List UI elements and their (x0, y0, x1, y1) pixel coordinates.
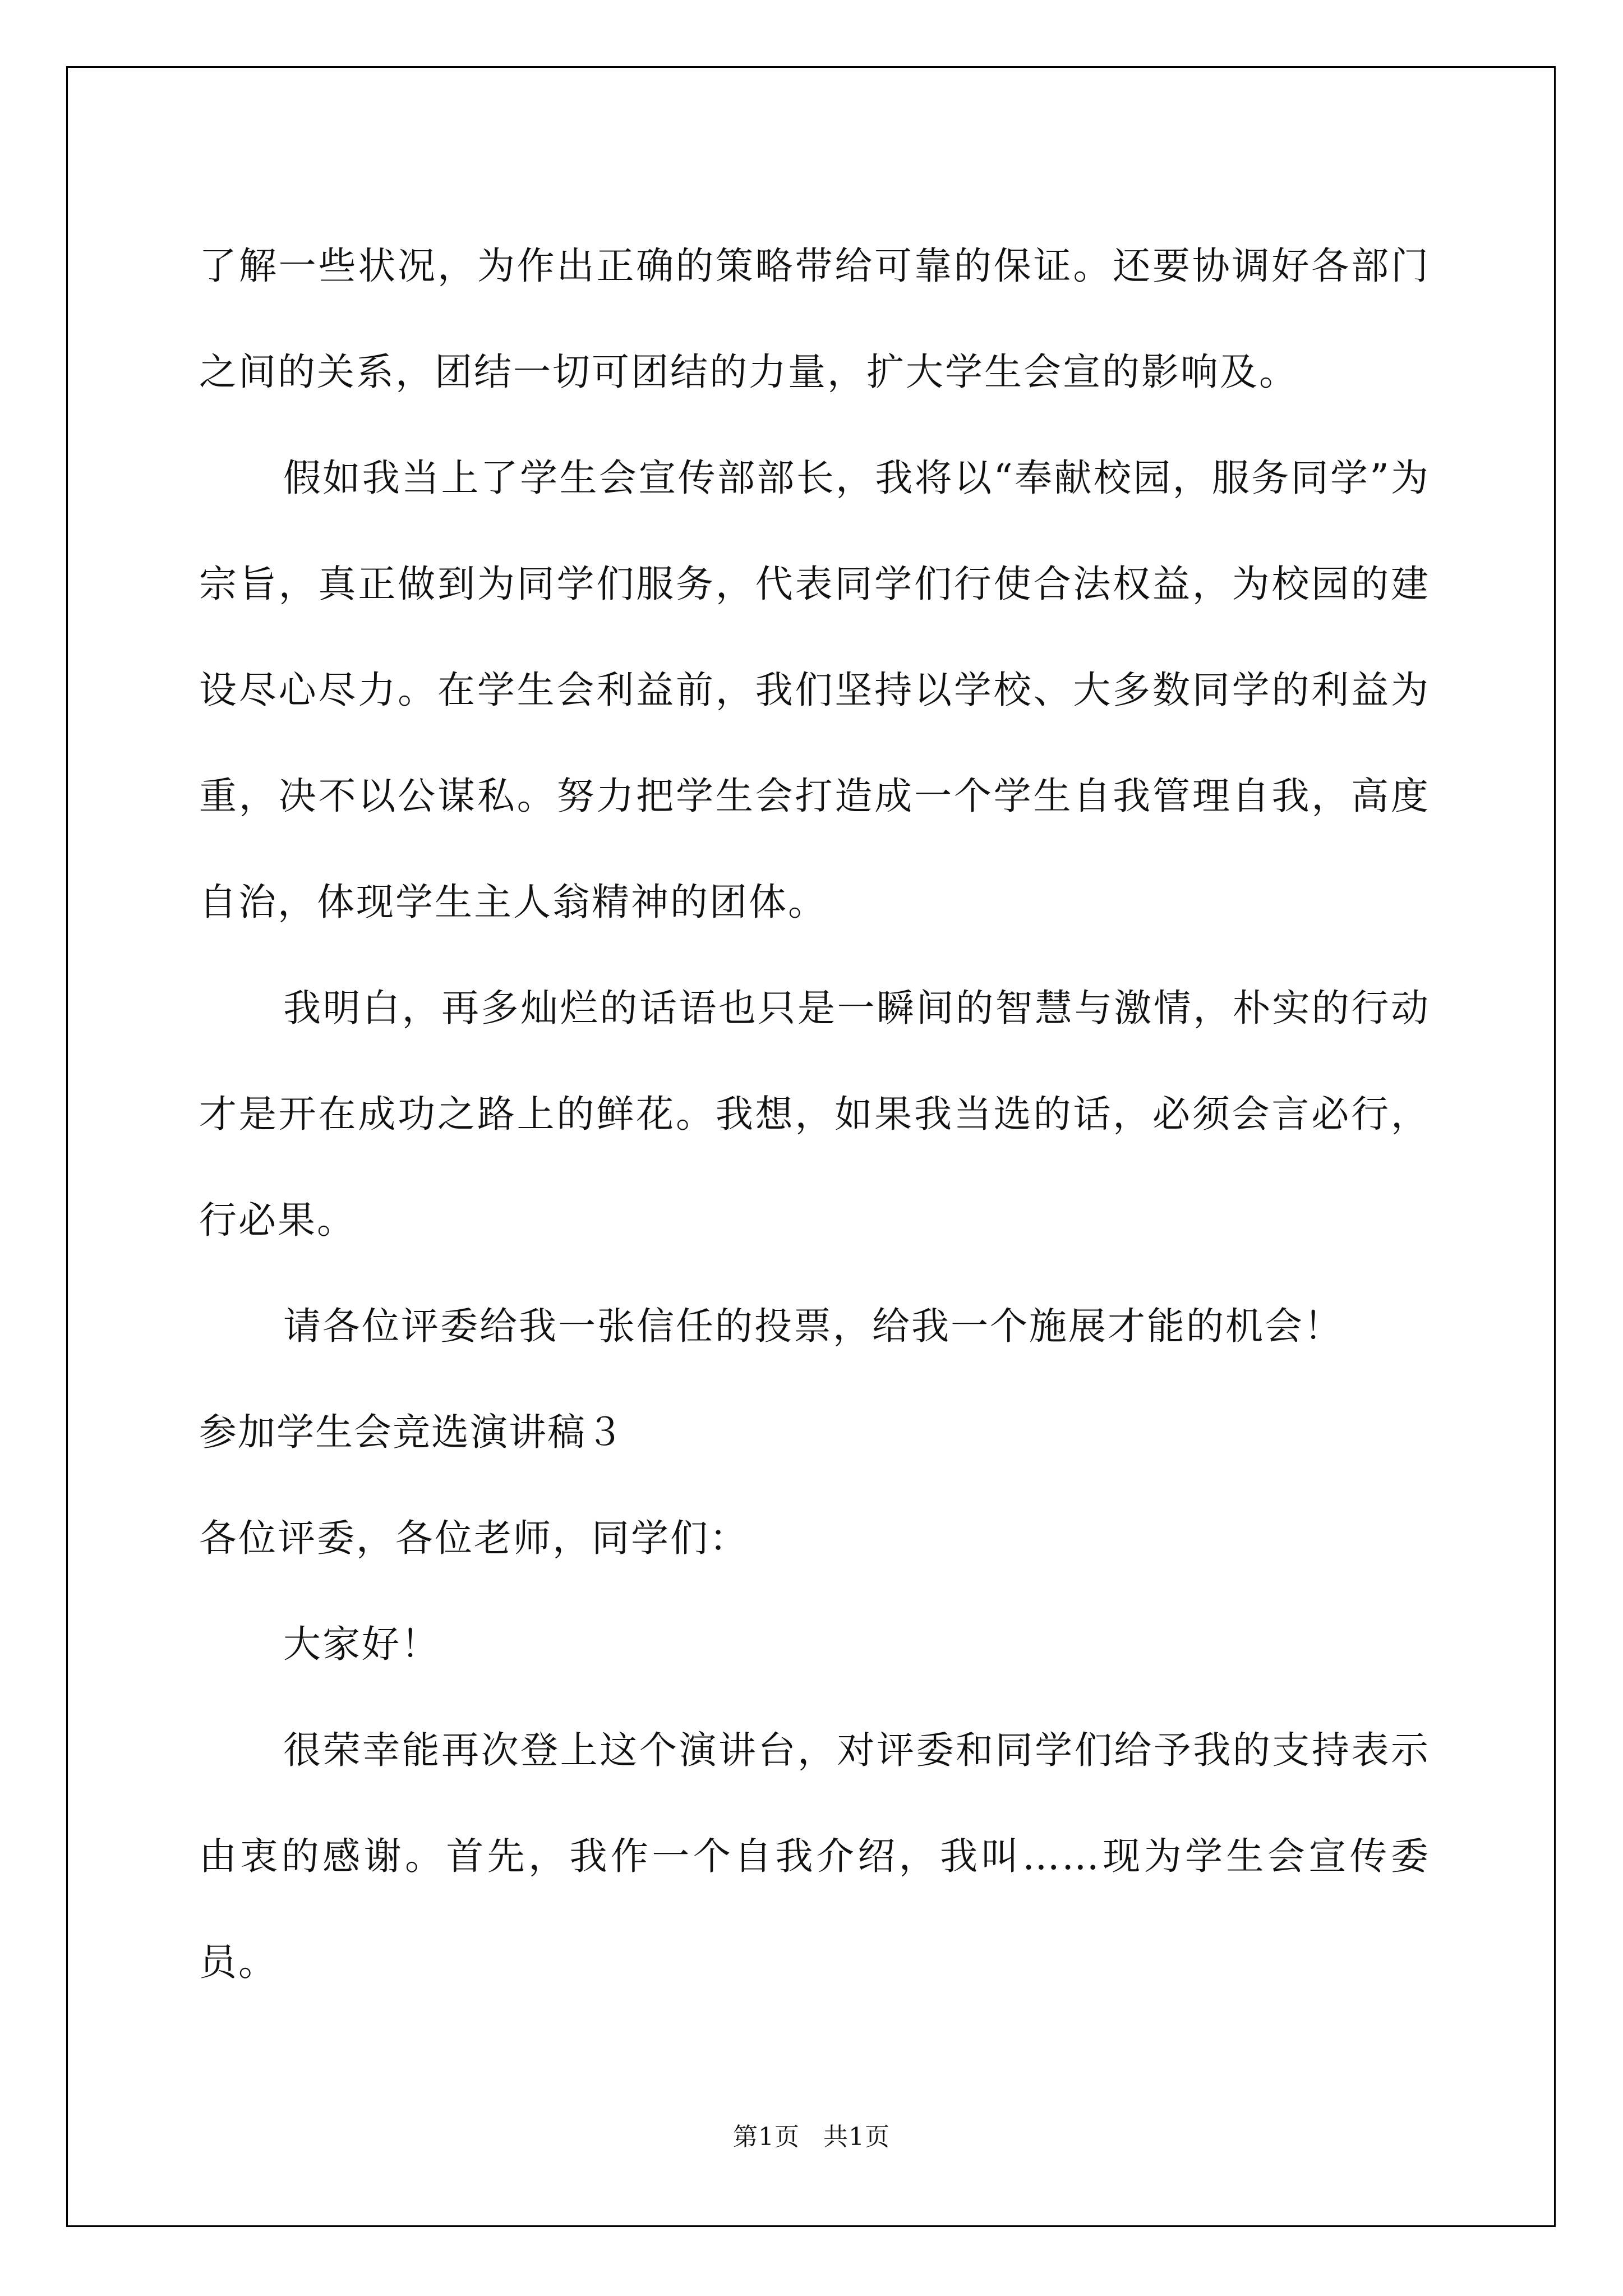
salutation: 各位评委，各位老师，同学们： (199, 1516, 749, 1560)
paragraph-1: 了解一些状况，为作出正确的策略带给可靠的保证。还要协调好各部门之间的关系，团结一切可团结的力量，扩大学生会宣的影响及。 (199, 244, 1430, 394)
paragraph-3: 我明白，再多灿烂的话语也只是一瞬间的智慧与激情，朴实的行动才是开在成功之路上的鲜花。我想，如果我当选的话，必须会言必行，行必果。 (199, 986, 1430, 1242)
page-total: 共1页 (823, 2123, 890, 2151)
greeting: 大家好！ (283, 1622, 440, 1666)
paragraph-2: 假如我当上了学生会宣传部部长，我将以“奉献校园，服务同学”为宗旨，真正做到为同学们服务，代表同学们行使合法权益，为校园的建设尽心尽力。在学生会利益前，我们坚持以学校、大多数同学的利益为重，决不以公谋私。努力把学生会打造成一个学生自我管理自我，高度自治，体现学生主人翁精神的团体。 (199, 456, 1430, 924)
document-body (199, 213, 1430, 2016)
page-footer (0, 2120, 1623, 2154)
paragraph-4: 请各位评委给我一张信任的投票，给我一个施展才能的机会！ (283, 1304, 1343, 1348)
section-heading: 参加学生会竞选演讲稿３ (199, 1410, 625, 1454)
page-number: 第1页 (733, 2123, 800, 2151)
paragraph-5: 很荣幸能再次登上这个演讲台，对评委和同学们给予我的支持表示由衷的感谢。首先，我作一个自我介绍，我叫……现为学生会宣传委员。 (199, 1728, 1430, 1984)
